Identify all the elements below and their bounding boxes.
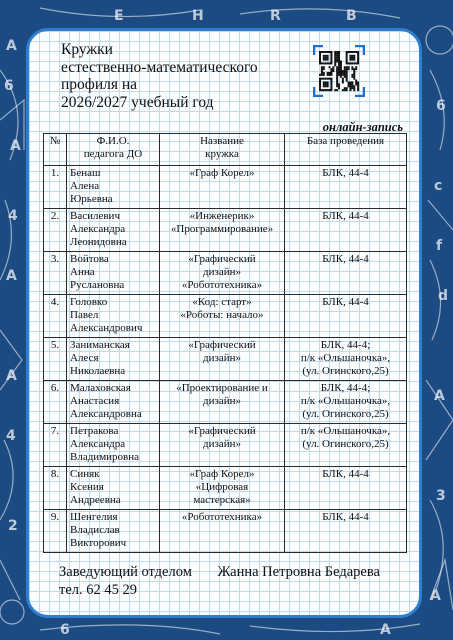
- bg-letter-7: A: [6, 368, 17, 384]
- club-name: «Граф Корел» «Цифровая мастерская»: [160, 467, 285, 510]
- teacher-name: Петракова Александра Владимировна: [67, 424, 160, 467]
- bg-letter-2: R: [270, 8, 281, 24]
- teacher-name: Войтова Анна Руслановна: [67, 252, 160, 295]
- table-row: [44, 381, 407, 424]
- club-name: «Графический дизайн»: [160, 424, 285, 467]
- club-location: БЛК, 44-4; п/к «Ольшаночка», (ул. Огинского,25): [285, 381, 407, 424]
- bg-letter-17: 2: [8, 518, 18, 534]
- bg-letter-3: B: [346, 8, 357, 24]
- bg-letter-16: 4: [8, 208, 18, 224]
- bg-letter-12: A: [430, 588, 441, 604]
- teacher-name: Шенгелия Владислав Викторович: [67, 510, 160, 553]
- table-row: [44, 252, 407, 295]
- row-number: 7.: [44, 424, 67, 467]
- bg-letter-0: E: [114, 8, 124, 24]
- bg-letter-13: d: [438, 288, 449, 304]
- qr-code-icon[interactable]: [313, 45, 365, 97]
- title-line: 2026/2027 учебный год: [61, 93, 214, 111]
- teacher-name: Заниманская Алеся Николаевна: [67, 338, 160, 381]
- bg-letter-6: 6: [4, 78, 14, 94]
- teacher-name: Синяк Ксения Андреевна: [67, 467, 160, 510]
- bg-letter-19: 6: [60, 622, 70, 638]
- club-name: «Графический дизайн»: [160, 338, 285, 381]
- bg-letter-18: 3: [436, 488, 446, 504]
- row-number: 9.: [44, 510, 67, 553]
- clubs-table: [43, 133, 407, 553]
- row-number: 3.: [44, 252, 67, 295]
- bg-letter-8: 4: [6, 428, 16, 444]
- club-location: БЛК, 44-4: [285, 467, 407, 510]
- club-name: «Инженерик» «Программирование»: [160, 209, 285, 252]
- head-name: Жанна Петровна Бедарева: [217, 564, 380, 580]
- teacher-name: Василевич Александра Леонидовна: [67, 209, 160, 252]
- club-name: «Робототехника»: [160, 510, 285, 553]
- head-label: Заведующий отделом: [59, 564, 192, 580]
- bg-letter-15: f: [436, 238, 443, 254]
- row-number: 4.: [44, 295, 67, 338]
- header-club: Название кружка: [160, 134, 285, 166]
- table-row: [44, 209, 407, 252]
- bg-letter-20: A: [380, 622, 391, 638]
- table-row: [44, 510, 407, 553]
- row-number: 8.: [44, 467, 67, 510]
- club-name: «Проектирование и дизайн»: [160, 381, 285, 424]
- table-row: [44, 338, 407, 381]
- table-row: [44, 295, 407, 338]
- title-line: естественно-математического: [61, 58, 258, 76]
- club-location: БЛК, 44-4: [285, 295, 407, 338]
- content-card: [26, 28, 422, 618]
- header-base: База проведения: [285, 134, 407, 166]
- table-row: [44, 424, 407, 467]
- footer: [59, 563, 380, 599]
- bg-letter-11: A: [434, 388, 445, 404]
- title-line: профиля на: [61, 76, 138, 93]
- teacher-name: Головко Павел Александрович: [67, 295, 160, 338]
- club-location: БЛК, 44-4: [285, 252, 407, 295]
- header-num: №: [44, 134, 67, 166]
- teacher-name: Малаховская Анастасия Александровна: [67, 381, 160, 424]
- phone: тел. 62 45 29: [59, 582, 138, 598]
- club-location: п/к «Ольшаночка», (ул. Огинского,25): [285, 424, 407, 467]
- club-name: «Графический дизайн» «Робототехника»: [160, 252, 285, 295]
- club-name: «Граф Корел»: [160, 166, 285, 209]
- club-location: БЛК, 44-4: [285, 209, 407, 252]
- teacher-name: Бенаш Алена Юрьевна: [67, 166, 160, 209]
- bg-letter-5: A: [10, 138, 21, 154]
- club-location: БЛК, 44-4; п/к «Ольшаночка», (ул. Огинского,25): [285, 338, 407, 381]
- row-number: 2.: [44, 209, 67, 252]
- bg-letter-4: A: [6, 38, 17, 54]
- row-number: 6.: [44, 381, 67, 424]
- online-registration-label[interactable]: онлайн-запись: [322, 120, 403, 134]
- row-number: 5.: [44, 338, 67, 381]
- header-name: Ф.И.О. педагога ДО: [67, 134, 160, 166]
- row-number: 1.: [44, 166, 67, 209]
- table-row: [44, 166, 407, 209]
- club-name: «Код: старт» «Роботы: начало»: [160, 295, 285, 338]
- club-location: БЛК, 44-4: [285, 166, 407, 209]
- bg-letter-1: H: [192, 8, 204, 24]
- table-row: [44, 467, 407, 510]
- table-header-row: [44, 134, 407, 166]
- bg-letter-14: A: [6, 268, 17, 284]
- bg-letter-9: c: [434, 178, 443, 194]
- club-location: БЛК, 44-4: [285, 510, 407, 553]
- page-title: [61, 41, 301, 111]
- bg-letter-10: 6: [436, 98, 446, 114]
- title-line: Кружки: [61, 41, 113, 58]
